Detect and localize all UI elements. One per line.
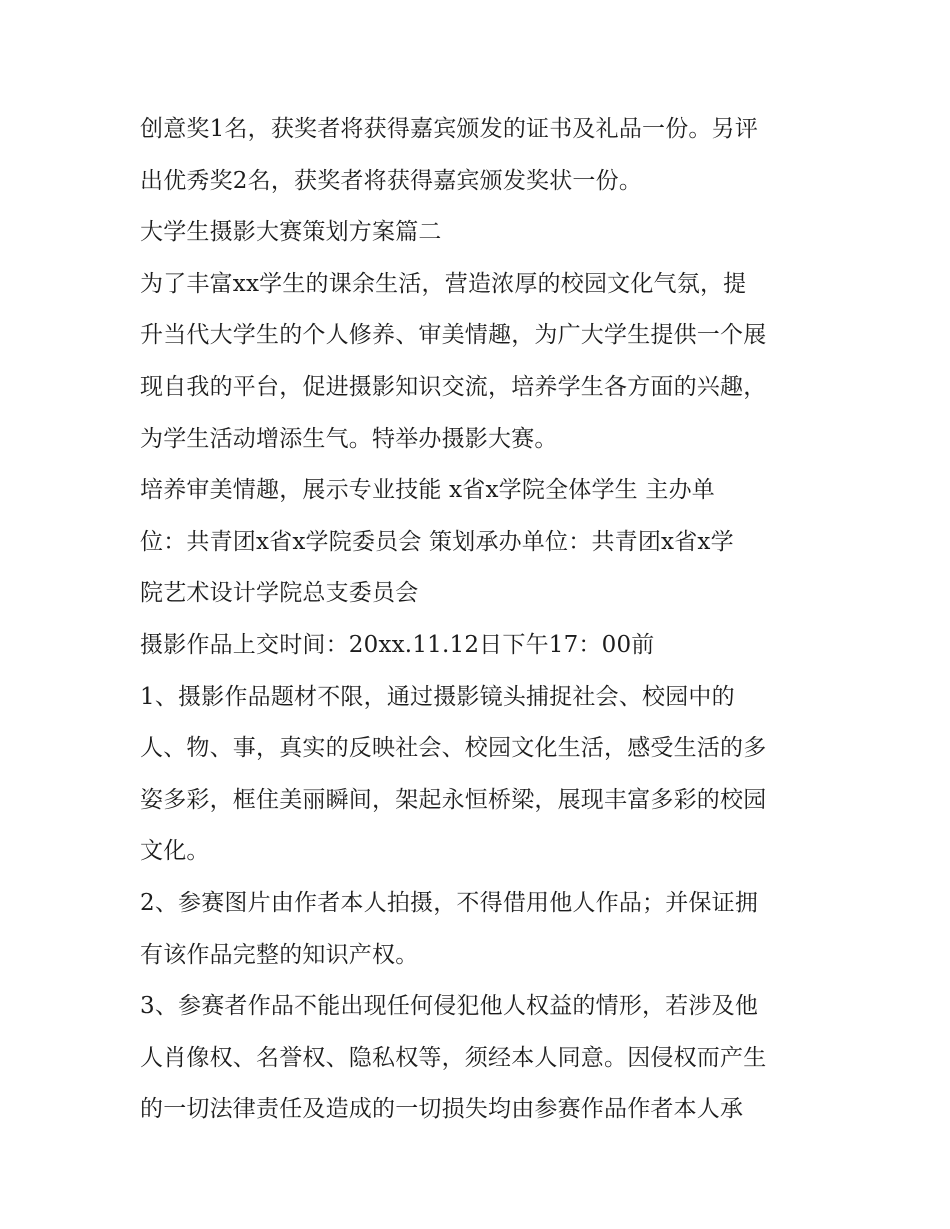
text-line: 有该作品完整的知识产权。 (140, 941, 419, 968)
text-line: 文化。 (140, 838, 210, 865)
text-line: 创意奖1名，获奖者将获得嘉宾颁发的证书及礼品一份。另评 (140, 116, 759, 142)
text-line: 人肖像权、名誉权、隐私权等，须经本人同意。因侵权而产生 (140, 1044, 767, 1071)
text-line: 出优秀奖2名，获奖者将获得嘉宾颁发奖状一份。 (140, 167, 643, 194)
text-line: 培养审美情趣，展示专业技能 x省x学院全体学生 主办单 (140, 477, 715, 504)
text-line: 摄影作品上交时间：20xx.11.12日下午17：00前 (140, 631, 655, 658)
text-line: 3、参赛者作品不能出现任何侵犯他人权益的情形，若涉及他 (140, 993, 759, 1020)
text-line: 为了丰富xx学生的课余生活，营造浓厚的校园文化气氛，提 (140, 270, 747, 297)
text-line: 2、参赛图片由作者本人拍摄，不得借用他人作品；并保证拥 (140, 889, 759, 916)
text-line: 现自我的平台，促进摄影知识交流，培养学生各方面的兴趣， (140, 373, 767, 400)
section-heading: 大学生摄影大赛策划方案篇二 (140, 219, 442, 246)
text-line: 姿多彩，框住美丽瞬间，架起永恒桥梁，展现丰富多彩的校园 (140, 786, 767, 813)
text-line: 升当代大学生的个人修养、审美情趣，为广大学生提供一个展 (140, 322, 767, 349)
text-line: 1、摄影作品题材不限，通过摄影镜头捕捉社会、校园中的 (140, 683, 735, 710)
text-line: 人、物、事，真实的反映社会、校园文化生活，感受生活的多 (140, 735, 767, 762)
text-line: 为学生活动增添生气。特举办摄影大赛。 (140, 425, 558, 452)
text-line: 院艺术设计学院总支委员会 (140, 580, 419, 607)
document-body (140, 104, 830, 1136)
text-line: 位：共青团x省x学院委员会 策划承办单位：共青团x省x学 (140, 528, 734, 555)
text-line: 的一切法律责任及造成的一切损失均由参赛作品作者本人承 (140, 1096, 744, 1123)
